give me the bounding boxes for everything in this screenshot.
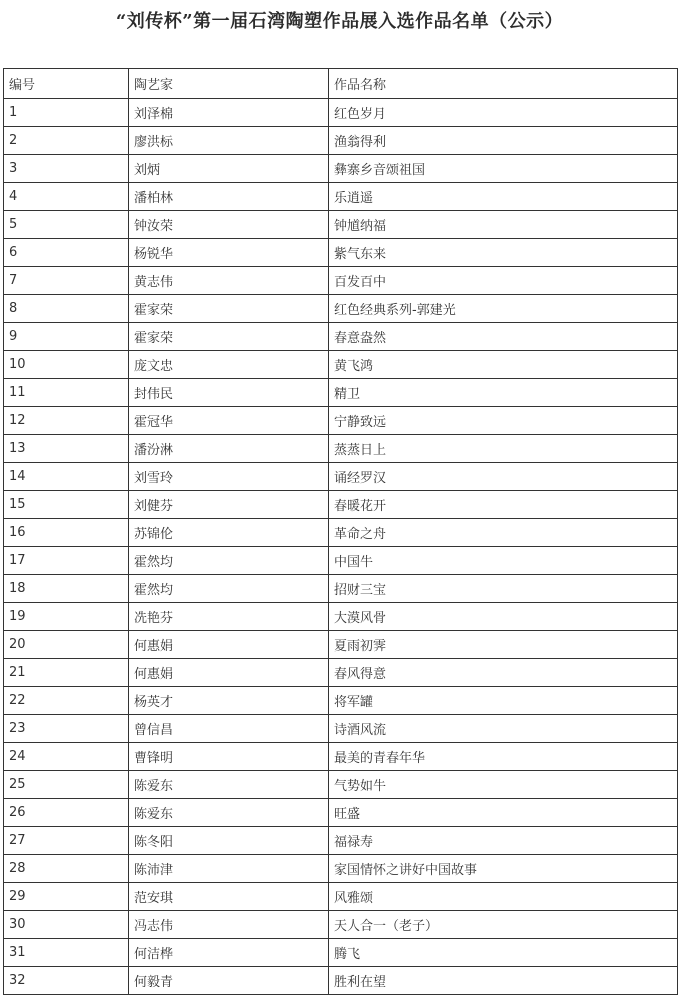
table-row	[4, 463, 678, 491]
cell-number: 31	[4, 939, 129, 967]
cell-work-title: 福禄寿	[329, 827, 678, 855]
cell-number: 17	[4, 547, 129, 575]
table-row	[4, 183, 678, 211]
cell-work-title: 春风得意	[329, 659, 678, 687]
table-row	[4, 855, 678, 883]
cell-artist: 刘泽棉	[129, 99, 329, 127]
cell-work-title: 春暖花开	[329, 491, 678, 519]
cell-number: 24	[4, 743, 129, 771]
cell-number: 19	[4, 603, 129, 631]
cell-artist: 潘柏林	[129, 183, 329, 211]
cell-work-title: 春意盎然	[329, 323, 678, 351]
cell-artist: 黄志伟	[129, 267, 329, 295]
table-row	[4, 631, 678, 659]
cell-number: 25	[4, 771, 129, 799]
table-row	[4, 323, 678, 351]
cell-number: 14	[4, 463, 129, 491]
cell-number: 8	[4, 295, 129, 323]
cell-artist: 陈沛津	[129, 855, 329, 883]
table-row	[4, 127, 678, 155]
cell-number: 27	[4, 827, 129, 855]
cell-artist: 庞文忠	[129, 351, 329, 379]
cell-artist: 钟汝荣	[129, 211, 329, 239]
cell-artist: 杨英才	[129, 687, 329, 715]
table-row	[4, 771, 678, 799]
cell-artist: 封伟民	[129, 379, 329, 407]
cell-artist: 何惠娟	[129, 631, 329, 659]
cell-artist: 霍冠华	[129, 407, 329, 435]
cell-work-title: 诗酒风流	[329, 715, 678, 743]
cell-artist: 曾信昌	[129, 715, 329, 743]
cell-work-title: 气势如牛	[329, 771, 678, 799]
cell-work-title: 红色岁月	[329, 99, 678, 127]
cell-work-title: 黄飞鸿	[329, 351, 678, 379]
cell-number: 6	[4, 239, 129, 267]
table-row	[4, 379, 678, 407]
cell-artist: 刘健芬	[129, 491, 329, 519]
table-row	[4, 939, 678, 967]
cell-work-title: 钟馗纳福	[329, 211, 678, 239]
cell-number: 30	[4, 911, 129, 939]
cell-artist: 陈爱东	[129, 799, 329, 827]
table-row	[4, 659, 678, 687]
cell-number: 29	[4, 883, 129, 911]
cell-work-title: 中国牛	[329, 547, 678, 575]
cell-number: 26	[4, 799, 129, 827]
cell-artist: 何洁桦	[129, 939, 329, 967]
cell-work-title: 彝寨乡音颂祖国	[329, 155, 678, 183]
cell-number: 9	[4, 323, 129, 351]
cell-work-title: 乐逍遥	[329, 183, 678, 211]
page-title: “刘传杯”第一届石湾陶塑作品展入选作品名单（公示）	[115, 11, 564, 32]
selection-table	[3, 68, 678, 995]
cell-work-title: 紫气东来	[329, 239, 678, 267]
table-row	[4, 211, 678, 239]
table-row	[4, 603, 678, 631]
cell-number: 4	[4, 183, 129, 211]
cell-artist: 霍家荣	[129, 295, 329, 323]
table-row	[4, 155, 678, 183]
cell-artist: 霍然均	[129, 575, 329, 603]
table-row	[4, 715, 678, 743]
cell-number: 12	[4, 407, 129, 435]
table-row	[4, 491, 678, 519]
table-row	[4, 883, 678, 911]
table-row	[4, 911, 678, 939]
table-row	[4, 967, 678, 995]
cell-work-title: 宁静致远	[329, 407, 678, 435]
cell-work-title: 天人合一（老子）	[329, 911, 678, 939]
cell-artist: 曹锋明	[129, 743, 329, 771]
cell-number: 18	[4, 575, 129, 603]
cell-artist: 霍家荣	[129, 323, 329, 351]
cell-number: 20	[4, 631, 129, 659]
cell-work-title: 将军罐	[329, 687, 678, 715]
cell-work-title: 腾飞	[329, 939, 678, 967]
cell-artist: 范安琪	[129, 883, 329, 911]
cell-work-title: 红色经典系列-郭建光	[329, 295, 678, 323]
table-row	[4, 743, 678, 771]
table-row	[4, 799, 678, 827]
table-row	[4, 407, 678, 435]
cell-artist: 冼艳芬	[129, 603, 329, 631]
cell-artist: 霍然均	[129, 547, 329, 575]
cell-artist: 刘炳	[129, 155, 329, 183]
cell-number: 3	[4, 155, 129, 183]
cell-artist: 潘汾淋	[129, 435, 329, 463]
cell-work-title: 革命之舟	[329, 519, 678, 547]
table-body	[4, 99, 678, 995]
cell-artist: 刘雪玲	[129, 463, 329, 491]
cell-number: 23	[4, 715, 129, 743]
cell-number: 5	[4, 211, 129, 239]
table-row	[4, 547, 678, 575]
column-header-number: 编号	[4, 69, 129, 99]
cell-number: 21	[4, 659, 129, 687]
cell-work-title: 蒸蒸日上	[329, 435, 678, 463]
table-row	[4, 351, 678, 379]
cell-number: 10	[4, 351, 129, 379]
table-row	[4, 435, 678, 463]
cell-work-title: 旺盛	[329, 799, 678, 827]
table-row	[4, 239, 678, 267]
cell-number: 15	[4, 491, 129, 519]
table-row	[4, 687, 678, 715]
table-row	[4, 267, 678, 295]
cell-artist: 陈冬阳	[129, 827, 329, 855]
table-row	[4, 827, 678, 855]
table-row	[4, 575, 678, 603]
cell-number: 1	[4, 99, 129, 127]
cell-artist: 何惠娟	[129, 659, 329, 687]
cell-artist: 陈爱东	[129, 771, 329, 799]
cell-work-title: 风雅颂	[329, 883, 678, 911]
cell-number: 32	[4, 967, 129, 995]
cell-artist: 杨锐华	[129, 239, 329, 267]
cell-artist: 何毅青	[129, 967, 329, 995]
cell-work-title: 精卫	[329, 379, 678, 407]
table-row	[4, 519, 678, 547]
cell-number: 11	[4, 379, 129, 407]
cell-work-title: 最美的青春年华	[329, 743, 678, 771]
column-header-artist: 陶艺家	[129, 69, 329, 99]
cell-work-title: 家国情怀之讲好中国故事	[329, 855, 678, 883]
cell-number: 22	[4, 687, 129, 715]
column-header-work-title: 作品名称	[329, 69, 678, 99]
cell-number: 28	[4, 855, 129, 883]
cell-artist: 廖洪标	[129, 127, 329, 155]
table-header-row	[4, 69, 678, 99]
table-row	[4, 99, 678, 127]
cell-work-title: 胜利在望	[329, 967, 678, 995]
cell-artist: 冯志伟	[129, 911, 329, 939]
cell-work-title: 诵经罗汉	[329, 463, 678, 491]
cell-work-title: 大漠风骨	[329, 603, 678, 631]
cell-work-title: 百发百中	[329, 267, 678, 295]
cell-number: 16	[4, 519, 129, 547]
cell-number: 7	[4, 267, 129, 295]
cell-work-title: 渔翁得利	[329, 127, 678, 155]
cell-number: 13	[4, 435, 129, 463]
cell-number: 2	[4, 127, 129, 155]
table-row	[4, 295, 678, 323]
cell-work-title: 招财三宝	[329, 575, 678, 603]
cell-artist: 苏锦伦	[129, 519, 329, 547]
cell-work-title: 夏雨初霁	[329, 631, 678, 659]
